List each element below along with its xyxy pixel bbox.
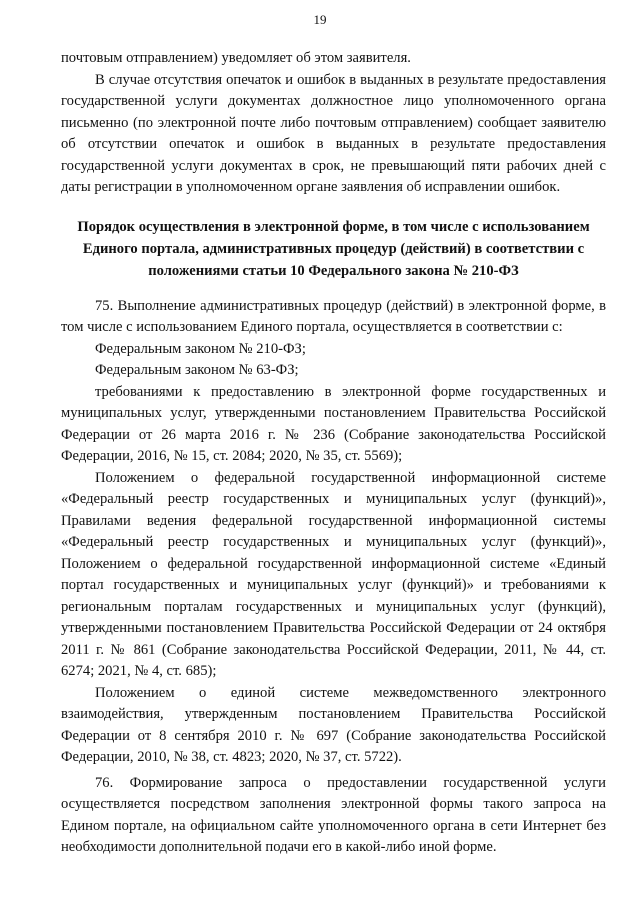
requirements-item: требованиями к предоставлению в электронной форме государственных и муниципальных услуг, утвержденными постановлением Правительства Российской Федерации от 26 марта 2016 г. № 236 (Собрание законодательства Российской Федерации, 2016, № 15, ст. 2084; 2020, № 35, ст. 5569); — [61, 383, 606, 464]
document-content — [61, 48, 606, 859]
page-number: 19 — [313, 12, 327, 27]
law-210-item: Федеральным законом № 210-ФЗ; — [95, 340, 306, 357]
law-63-item: Федеральным законом № 63-ФЗ; — [95, 362, 299, 378]
regulation-item: Положением о федеральной государственной информационной системе «Федеральный реестр государственных и муниципальных услуг (функций)», Правилами ведения федеральной государственной информационной системы «Федеральный реестр государственных и муниципальных услуг (функций)», Положением о федеральной государственной информационной системе «Единый портал государственных и муниципальных услуг (функций)» и требованиями к региональным порталам государственных и муниципальных услуг (функций), утвержденными постановлением Правительства Российской Федерации от 24 октября 2011 г. № 861 (Собрание законодательства Российской Федерации, 2011, № 44, ст. 6274; 2021, № 4, ст. 685); — [61, 469, 606, 679]
paragraph-no-errors-notice: В случае отсутствия опечаток и ошибок в выданных в результате предоставления государственной услуги документах должностное лицо уполномоченного органа письменно (по электронной почте либо почтовым отправлением) сообщает заявителю об отсутствии опечаток и ошибок в выданных в результате предоставления государственной услуги документах в срок, не превышающий пяти рабочих дней с даты регистрации в уполномоченном органе заявления об исправлении ошибок. — [61, 71, 606, 195]
paragraph-continuation: почтовым отправлением) уведомляет об этом заявителя. — [61, 50, 411, 66]
interaction-system-item: Положением о единой системе межведомственного электронного взаимодействия, утвержденным постановлением Правительства Российской Федерации от 8 сентября 2010 г. № 697 (Собрание законодательства Российской Федерации, 2010, № 38, ст. 4823; 2020, № 37, ст. 5722). — [61, 684, 606, 765]
paragraph-76: 76. Формирование запроса о предоставлении государственной услуги осуществляется посредством заполнения электронной формы такого запроса на Едином портале, на официальном сайте уполномоченного органа в сети Интернет без необходимости дополнительной подачи его в какой-либо иной форме. — [61, 774, 606, 855]
section-heading: Порядок осуществления в электронной форме, в том числе с использованием Единого портала, административных процедур (действий) в соответствии с положениями статьи 10 Федерального закона № 210-ФЗ — [77, 218, 590, 279]
paragraph-75: 75. Выполнение административных процедур (действий) в электронной форме, в том числе с использованием Единого портала, осуществляется в соответствии с: — [61, 297, 606, 335]
